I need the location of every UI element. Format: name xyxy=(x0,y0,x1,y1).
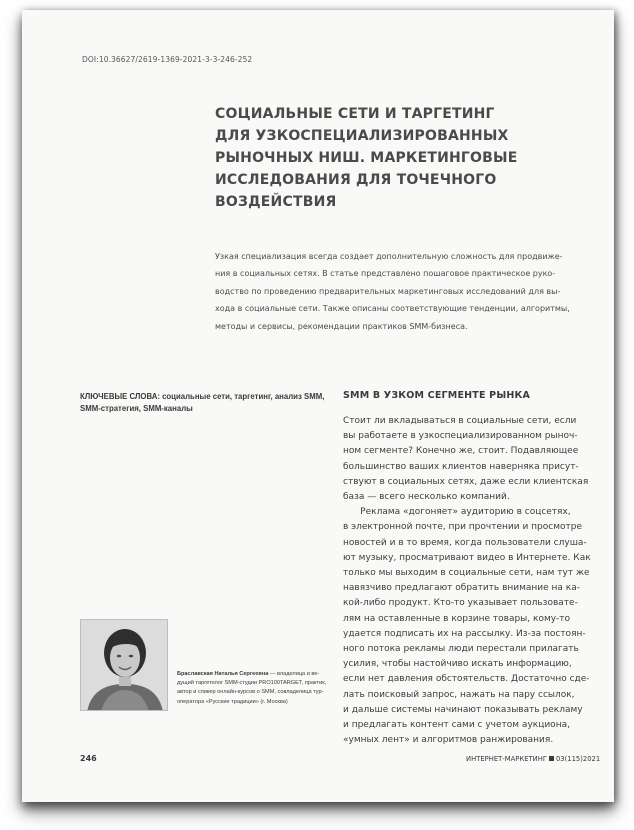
body-line: только мы выходим в социальные сети, нам тут же xyxy=(343,568,590,579)
title-line: РЫНОЧНЫХ НИШ. МАРКЕТИНГОВЫЕ xyxy=(215,150,518,166)
body-line: «умных лент» и алгоритмов ранжирования. xyxy=(343,735,554,746)
body-line: ного потока рекламы люди перестали прилагать xyxy=(343,644,579,655)
body-line: ствуют в социальных сетях, даже если клиентская xyxy=(343,476,589,487)
abstract-line: хода в социальные сети. Также описаны соответствующие тенденции, алгоритмы, xyxy=(215,304,570,314)
author-line: автор и спикер онлайн-курсов о SMM, совладелица тур- xyxy=(177,689,324,696)
body-text xyxy=(343,414,603,748)
doi-label: DOI:10.36627/2619-1369-2021-3-3-246-252 xyxy=(82,55,253,64)
page-number: 246 xyxy=(80,754,97,763)
author-photo xyxy=(80,619,168,711)
body-line: база — всего несколько компаний. xyxy=(343,492,510,503)
title-line: ДЛЯ УЗКОСПЕЦИАЛИЗИРОВАННЫХ xyxy=(215,128,509,144)
title-line: СОЦИАЛЬНЫЕ СЕТИ И ТАРГЕТИНГ xyxy=(215,106,495,122)
body-line: Реклама «догоняет» аудиторию в соцсетях, xyxy=(343,507,571,518)
body-line: в электронной почте, при прочтении и просмотре xyxy=(343,522,582,533)
body-line: ют музыку, просматривают видео в Интернете. Как xyxy=(343,552,591,563)
section-heading: SMM В УЗКОМ СЕГМЕНТЕ РЫНКА xyxy=(343,390,531,401)
abstract xyxy=(215,248,615,335)
title-line: ИССЛЕДОВАНИЯ ДЛЯ ТОЧЕЧНОГО xyxy=(215,172,497,188)
author-line xyxy=(177,670,327,679)
abstract-line: методы и сервисы, рекомендации практиков SMM-бизнеса. xyxy=(215,321,468,331)
journal-footer xyxy=(466,755,600,763)
body-line: лать поисковый запрос, нажать на пару ссылок, xyxy=(343,689,575,700)
author-line: оператора «Русские традиции» (г. Москва) xyxy=(177,698,288,705)
body-line: удается подписать их на рассылку. Из-за постоян- xyxy=(343,628,586,639)
abstract-line: ния в социальных сетях. В статье представлено пошаговое практическое руко- xyxy=(215,269,556,279)
keywords-line: SMM-стратегия, SMM-каналы xyxy=(80,404,193,413)
journal-name: ИНТЕРНЕТ-МАРКЕТИНГ xyxy=(466,755,547,763)
body-line: и дальше системы начинают показывать рекламу xyxy=(343,704,583,715)
abstract-line: водство по проведению предварительных маркетинговых исследований для вы- xyxy=(215,286,561,296)
body-line: лям на оставленные в корзине товары, кому-то xyxy=(343,613,571,624)
author-portrait-image xyxy=(81,620,168,711)
article-title xyxy=(215,103,575,213)
body-line: вы работаете в узкоспециализированном рыноч- xyxy=(343,431,578,442)
body-line: усилия, чтобы настойчиво искать информацию, xyxy=(343,659,572,670)
document-page xyxy=(22,10,614,802)
author-name: Браславская Наталья Сергеевна xyxy=(177,671,269,677)
journal-issue: 03(115)2021 xyxy=(555,755,601,763)
author-bio-text: — владелица и ве- xyxy=(268,671,320,677)
body-line: новостей и в то время, когда пользователи слуша- xyxy=(343,537,587,548)
body-line: если нет давления обстоятельств. Достаточно сде- xyxy=(343,674,590,685)
keywords xyxy=(80,391,325,415)
keywords-line: КЛЮЧЕВЫЕ СЛОВА: социальные сети, таргетинг, анализ SMM, xyxy=(80,392,325,401)
square-separator-icon xyxy=(549,756,554,761)
body-line: навязчиво предлагают обратить внимание на ка- xyxy=(343,583,581,594)
body-line: и предлагать контент сами с учетом аукциона, xyxy=(343,720,570,731)
body-line: большинство ваших клиентов наверняка присут- xyxy=(343,461,579,472)
body-line: кой-либо продукт. Кто-то указывает пользовате- xyxy=(343,598,578,609)
abstract-line: Узкая специализация всегда создает дополнительную сложность для продвиже- xyxy=(215,252,563,261)
body-line: ном сегменте? Конечно же, стоит. Подавляющее xyxy=(343,446,579,457)
author-line: дущий таргетолог SMM-студии PRO100TARGET, практик, xyxy=(177,680,327,687)
body-line: Стоит ли вкладываться в социальные сети, если xyxy=(343,416,577,426)
author-bio xyxy=(177,670,327,707)
title-line: ВОЗДЕЙСТВИЯ xyxy=(215,194,337,210)
